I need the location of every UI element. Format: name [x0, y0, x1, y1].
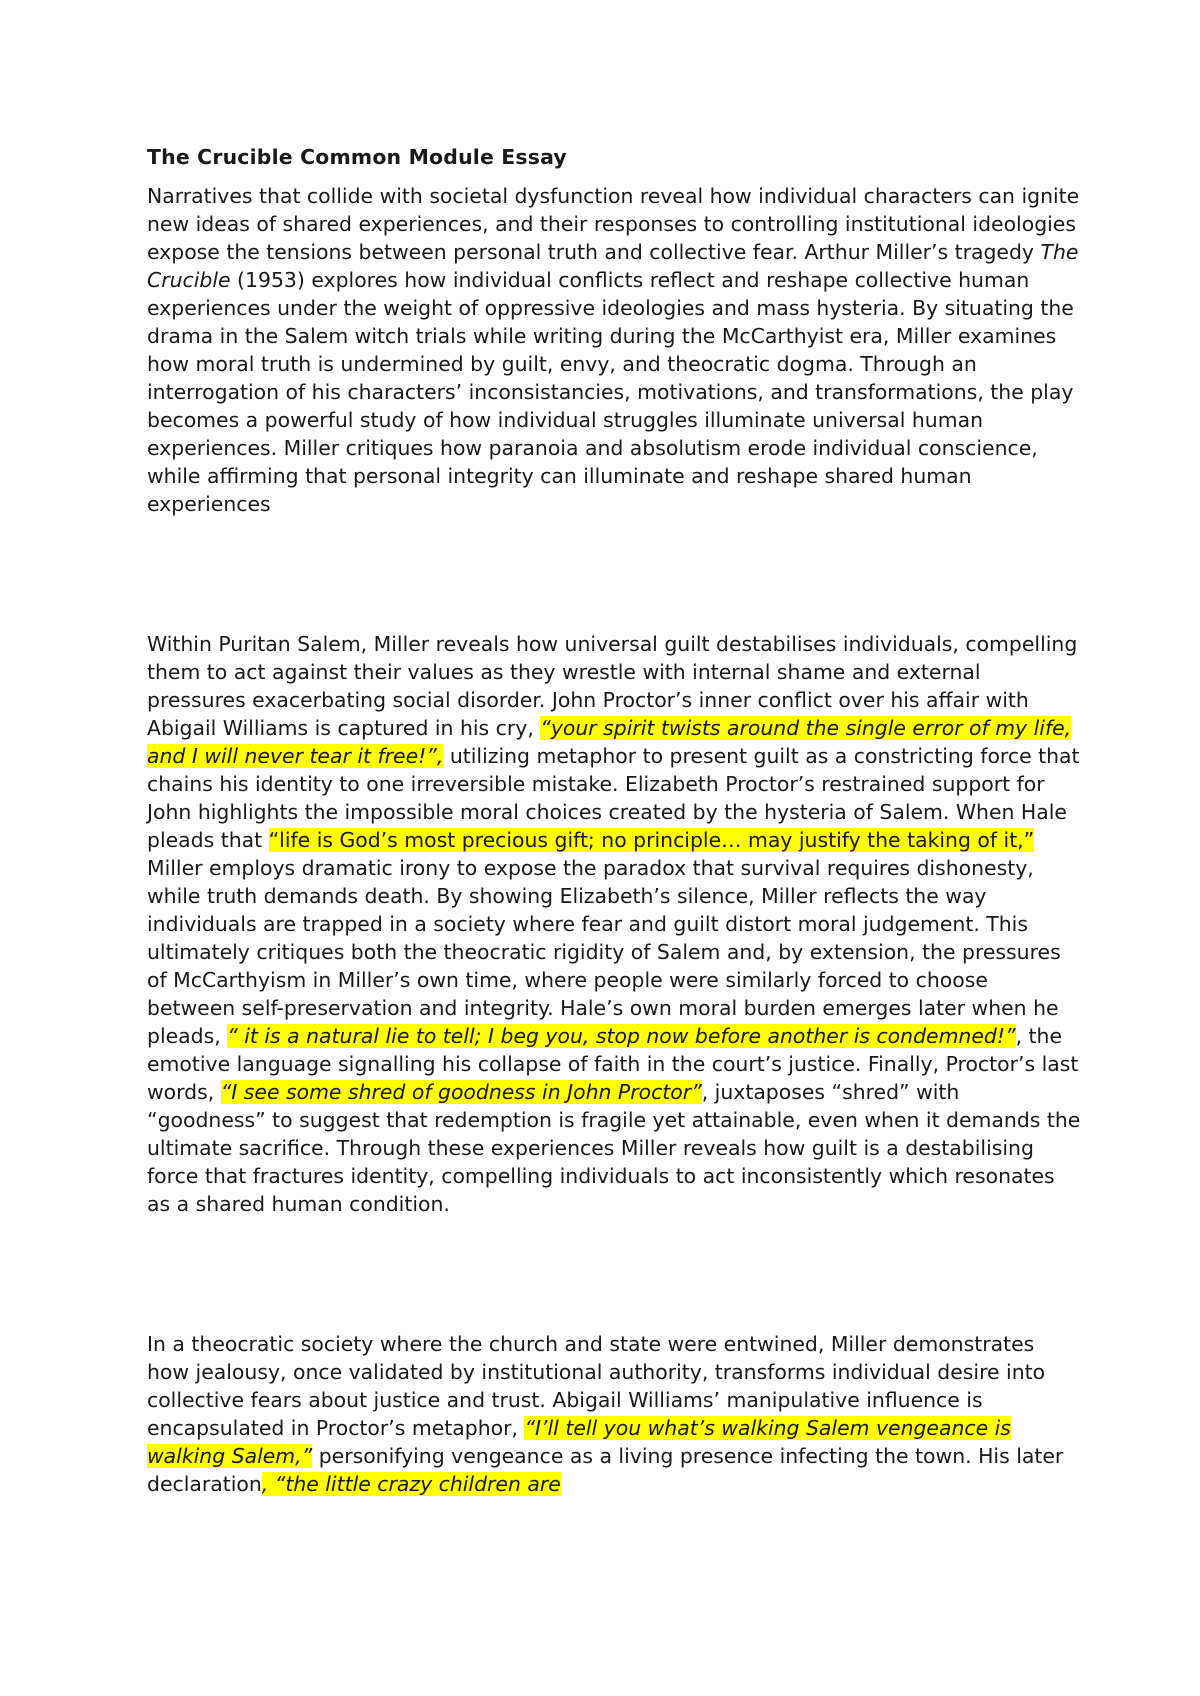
highlighted-quote: “I’ll tell you what’s walking Salem vengeance is walking Salem,”: [147, 1416, 1011, 1468]
text-run: Miller employs dramatic irony to expose the paradox that survival requires dishonesty, while truth demands death. By showing Elizabeth’s silence, Miller reflects the way individuals are trapped in a society where fear and guilt distort moral judgement. This ultimately critiques both the theocratic rigidity of Salem and, by extension, the pressures of McCarthyism in Miller’s own time, where people were similarly forced to choose between self-preservation and integrity. Hale’s own moral burden emerges later when he pleads,: [147, 856, 1061, 1048]
highlighted-quote: “ it is a natural lie to tell; I beg you, stop now before another is condemned!”: [227, 1024, 1016, 1048]
italic-title: The Crucible: [147, 240, 1079, 292]
highlighted-quote: , “the little crazy children are: [261, 1472, 561, 1496]
paragraph-guilt: [147, 630, 1082, 1218]
text-run: (1953) explores how individual conflicts reflect and reshape collective human experiences under the weight of oppressive ideologies and mass hysteria. By situating the drama in the Salem witch trials while writing during the McCarthyist era, Miller examines how moral truth is undermined by guilt, envy, and theocratic dogma. Through an interrogation of his characters’ inconsistancies, motivations, and transformations, the play becomes a powerful study of how individual struggles illuminate universal human experiences. Miller critiques how paranoia and absolutism erode individual conscience, while affirming that personal integrity can illuminate and reshape shared human experiences: [147, 268, 1074, 516]
paragraph-jealousy: [147, 1330, 1082, 1498]
text-run: , juxtaposes “shred” with “goodness” to suggest that redemption is fragile yet attainable, even when it demands the ultimate sacrifice. Through these experiences Miller reveals how guilt is a destabilising force that fractures identity, compelling individuals to act inconsistently which resonates as a shared human condition.: [147, 1080, 1081, 1216]
text-run: utilizing metaphor to present guilt as a constricting force that chains his identity to one irreversible mistake. Elizabeth Proctor’s restrained support for John highlights the impossible moral choices created by the hysteria of Salem. When Hale pleads that: [147, 744, 1080, 852]
paragraph-spacer: [147, 1218, 1082, 1330]
text-run: In a theocratic society where the church and state were entwined, Miller demonstrates how jealousy, once validated by institutional authority, transforms individual desire into collective fears about justice and trust. Abigail Williams’ manipulative influence is encapsulated in Proctor’s metaphor,: [147, 1332, 1046, 1440]
text-run: , the emotive language signalling his collapse of faith in the court’s justice. Finally, Proctor’s last words,: [147, 1024, 1079, 1104]
essay-title: The Crucible Common Module Essay: [147, 145, 567, 169]
paragraph-intro: [147, 182, 1082, 518]
paragraph-spacer: [147, 518, 1082, 630]
text-run: Narratives that collide with societal dysfunction reveal how individual characters can ignite new ideas of shared experiences, and their responses to controlling institutional ideologies expose the tensions between personal truth and collective fear. Arthur Miller’s tragedy: [147, 184, 1080, 264]
essay-body: [147, 143, 1082, 1498]
highlighted-quote: “I see some shred of goodness in John Proctor”: [220, 1080, 702, 1104]
highlighted-quote: “your spirit twists around the single error of my life, and I will never tear it free!”,: [147, 716, 1072, 768]
text-run: personifying vengeance as a living presence infecting the town. His later declaration: [147, 1444, 1064, 1496]
highlighted-quote: “life is God’s most precious gift; no principle… may justify the taking of it,”: [268, 828, 1035, 852]
text-run: Within Puritan Salem, Miller reveals how universal guilt destabilises individuals, compelling them to act against their values as they wrestle with internal shame and external pressures exacerbating social disorder. John Proctor’s inner conflict over his affair with Abigail Williams is captured in his cry,: [147, 632, 1078, 740]
